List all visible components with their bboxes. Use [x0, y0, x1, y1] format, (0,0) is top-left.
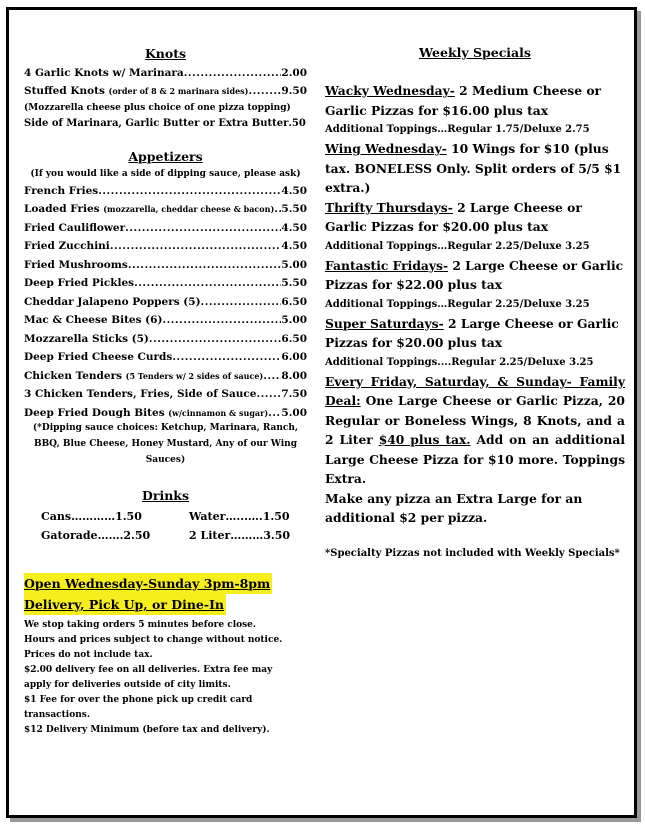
- special-thrifty-toppings: Additional Toppings…Regular 2.25/Deluxe 3.25: [325, 240, 590, 252]
- policy-note: $1 Fee for over the phone pick up credit card transactions.: [24, 694, 253, 720]
- sauce-note: (*Dipping sauce choices: Ketchup, Marinara, Ranch, BBQ, Blue Cheese, Honey Mustard, Any of our Wing Sauces): [32, 423, 299, 465]
- special-extra-large: Make any pizza an Extra Large for an additional $2 per pizza.: [325, 490, 583, 525]
- menu-item: Chicken Tenders (5 Tenders w/ 2 sides of sauce) ..... 8.00: [24, 367, 307, 386]
- special-fantastic-toppings: Additional Toppings…Regular 2.25/Deluxe 3.25: [325, 298, 590, 310]
- special-fantastic: Fantastic Fridays- 2 Large Cheese or Garlic Pizzas for $22.00 plus tax: [325, 257, 624, 292]
- policy-note: Prices do not include tax.: [24, 649, 153, 660]
- menu-item: 3 Chicken Tenders, Fries, Side of Sauce ..... 7.50: [24, 385, 307, 404]
- knots-note: (Mozzarella cheese plus choice of one pizza topping): [24, 102, 291, 113]
- specials-title: Weekly Specials: [419, 45, 531, 60]
- open-hours: Open Wednesday-Sunday 3pm-8pm: [24, 573, 272, 594]
- menu-item: 4 Garlic Knots w/ Marinara ..... 2.00: [24, 64, 307, 83]
- right-column: [325, 44, 625, 563]
- appetizer-list: [24, 182, 307, 423]
- hours-block: [24, 573, 307, 738]
- special-family: Every Friday, Saturday, & Sunday- Family Deal: One Large Cheese or Garlic Pizza, 20 Regular or Boneless Wings, 8 Knots, and a 2 Liter $40 plus tax. Add on an additional Large Cheese Pizza for $10 more. Toppings Extra.: [325, 373, 625, 486]
- special-super: Super Saturdays- 2 Large Cheese or Garlic Pizzas for $20.00 plus tax: [325, 315, 619, 350]
- menu-item: Side of Marinara, Garlic Butter or Extra Butter .50: [24, 117, 306, 129]
- menu-item: Fried Mushrooms ..... 5.00: [24, 256, 307, 275]
- knots-title: Knots: [144, 46, 187, 61]
- menu-item: Loaded Fries (mozzarella, cheddar cheese & bacon) ..... 5.50: [24, 200, 307, 219]
- menu-item: Stuffed Knots (order of 8 & 2 marinara sides) ..... 9.50: [24, 82, 307, 101]
- policy-note: We stop taking orders 5 minutes before close.: [24, 619, 257, 630]
- policy-note: $12 Delivery Minimum (before tax and delivery).: [24, 724, 270, 735]
- menu-item: Cheddar Jalapeno Poppers (5) ..... 6.50: [24, 293, 307, 312]
- menu-item: Fried Zucchini ..... 4.50: [24, 237, 307, 256]
- menu-item: Deep Fried Cheese Curds ..... 6.00: [24, 348, 307, 367]
- left-column: [24, 45, 307, 738]
- policy-note: Hours and prices subject to change without notice.: [24, 634, 283, 645]
- drinks-title: Drinks: [142, 488, 189, 503]
- menu-item: Mozzarella Sticks (5) ..... 6.50: [24, 330, 307, 349]
- drinks-row: Cans…………1.50 Water…...….1.50: [41, 509, 290, 523]
- menu-item: Mac & Cheese Bites (6) ..... 5.00: [24, 311, 307, 330]
- drinks-row: Gatorade…….2.50 2 Liter………3.50: [41, 528, 291, 542]
- special-super-toppings: Additional Toppings....Regular 2.25/Deluxe 3.25: [325, 356, 594, 368]
- service-options: Delivery, Pick Up, or Dine-In: [24, 594, 226, 615]
- policy-note: $2.00 delivery fee on all deliveries. Extra fee may apply for deliveries outside of city limits.: [24, 664, 273, 690]
- special-wing: Wing Wednesday- 10 Wings for $10 (plus tax. BONELESS Only. Split orders of 5/5 $1 extra.): [325, 141, 622, 195]
- appetizers-title: Appetizers: [128, 149, 203, 164]
- special-wacky: Wacky Wednesday- 2 Medium Cheese or Garlic Pizzas for $16.00 plus tax: [325, 83, 602, 118]
- special-wacky-toppings: Additional Toppings…Regular 1.75/Deluxe 2.75: [325, 124, 590, 135]
- appetizers-subtitle: (If you would like a side of dipping sauce, please ask): [30, 168, 301, 179]
- specials-footnote: *Specialty Pizzas not included with Weekly Specials*: [325, 547, 620, 559]
- menu-item: Deep Fried Dough Bites (w/cinnamon & sugar) ..... 5.00: [24, 404, 307, 423]
- menu-item: Deep Fried Pickles ..... 5.50: [24, 274, 307, 293]
- menu-item: French Fries ..... 4.50: [24, 182, 307, 201]
- policy-notes: [24, 618, 289, 738]
- special-thrifty: Thrifty Thursdays- 2 Large Cheese or Garlic Pizzas for $20.00 plus tax: [325, 199, 582, 234]
- menu-item: Fried Cauliflower ..... 4.50: [24, 219, 307, 238]
